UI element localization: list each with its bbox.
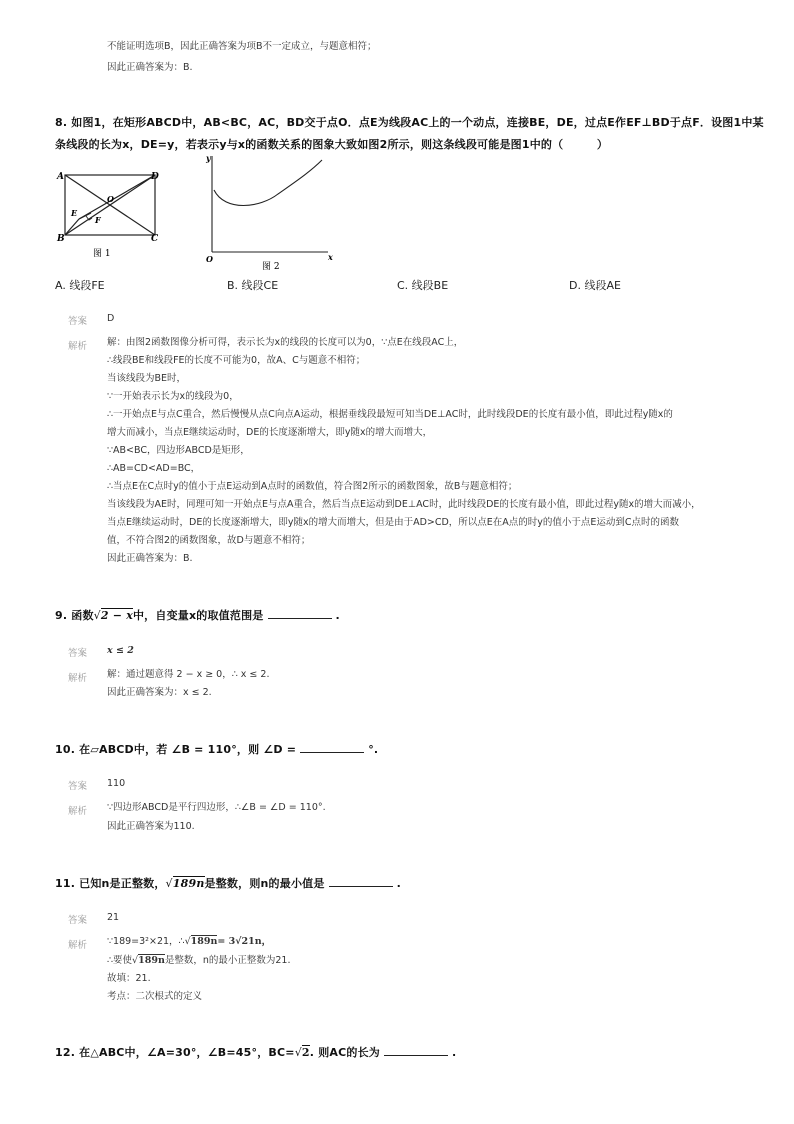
q12-radicand: 2: [301, 1046, 310, 1059]
q11-stem: [55, 875, 401, 891]
q8-choice-b: B. 线段CE: [227, 279, 279, 292]
q11-analysis-line-1: [107, 933, 271, 951]
q11-a1-radicand: 189n: [190, 936, 218, 947]
q8-analysis-label: 解析: [68, 341, 88, 352]
q8-analysis-line: 当该线段为BE时，: [107, 373, 187, 384]
fig1-caption: 图 1: [93, 249, 111, 259]
q8-analysis-line: ∵一开始表示长为x的线段为0，: [107, 391, 239, 402]
fig1-label-f: F: [95, 215, 101, 225]
q10-analysis-label: 解析: [68, 806, 88, 817]
q11-a2-pre: ∴要使: [107, 955, 133, 966]
q9-analysis-line-2: 因此正确答案为：x ≤ 2.: [107, 687, 212, 698]
q12-stem-post: . 则AC的长为: [309, 1046, 380, 1059]
q8-answer-label: 答案: [68, 316, 88, 327]
q9-analysis-line-1: 解：通过题意得 2 − x ≥ 0，∴ x ≤ 2.: [107, 669, 270, 680]
fig2-caption: 图 2: [262, 262, 280, 270]
sqrt-symbol: √: [165, 877, 173, 890]
q8-analysis-line: ∴线段BE和线段FE的长度不可能为0，故A、C与题意不相符；: [107, 355, 366, 366]
q8-analysis-line: ∴一开始点E与点C重合，然后慢慢从点C向点A运动，根据垂线段最短可知当DE⊥AC时，此时线段DE的长度有最小值，即此过程y随x的: [107, 409, 673, 420]
q11-analysis-label: 解析: [68, 940, 88, 951]
q11-a2-post: 是整数，n的最小正整数为21.: [164, 955, 291, 966]
q9-stem-end: .: [335, 609, 340, 622]
q11-a1-pre: ∵189=3²×21，∴: [107, 936, 185, 947]
q8-analysis-line: ∴当点E在C点时y的值小于点E运动到A点时的函数值，符合图2所示的函数图象，故B与题意相符；: [107, 481, 518, 492]
q10-analysis-line-1: ∵四边形ABCD是平行四边形，∴∠B = ∠D = 110°.: [107, 802, 326, 813]
q9-stem: [55, 607, 340, 623]
q8-stem-line-2: 条线段的长为x，DE=y，若表示y与x的函数关系的图象大致如图2所示，则这条线段可能是图1中的（ ）: [55, 138, 609, 151]
q11-answer: 21: [107, 912, 120, 923]
q8-analysis-line: 增大而减小，当点E继续运动时，DE的长度逐渐增大，即y随x的增大而增大，: [107, 427, 433, 438]
sqrt-symbol: √: [93, 609, 101, 622]
q9-answer-label: 答案: [68, 648, 88, 659]
q8-stem-line-1: 8. 如图1，在矩形ABCD中，AB<BC，AC，BD交于点O．点E为线段AC上的一个动点，连接BE，DE，过点E作EF⊥BD于点F．设图1中某: [55, 116, 764, 129]
q9-stem-pre: 9. 函数: [55, 609, 94, 622]
sqrt-symbol: √: [132, 955, 139, 966]
q11-analysis-line-2: [107, 952, 291, 970]
q12-stem: [55, 1044, 456, 1060]
function-curve: [214, 160, 322, 206]
fig1-label-e: E: [71, 208, 78, 218]
q10-analysis-line-2: 因此正确答案为110.: [107, 821, 195, 832]
prev-analysis-line-2: 因此正确答案为：B.: [107, 62, 193, 73]
q9-answer-blank: [268, 607, 332, 619]
q8-choice-a: A. 线段FE: [55, 279, 105, 292]
q8-analysis-line: 因此正确答案为：B.: [107, 553, 193, 564]
q10-stem-end: °.: [368, 743, 379, 756]
q8-analysis: [107, 334, 701, 568]
fig1-label-d: D: [151, 172, 159, 182]
q11-stem-pre: 11. 已知n是正整数，: [55, 877, 166, 890]
q9-stem-post: 中，自变量x的取值范围是: [132, 609, 264, 622]
q11-analysis-line-3: 故填：21.: [107, 973, 151, 984]
q12-stem-end: .: [452, 1046, 457, 1059]
q8-choice-c: C. 线段BE: [397, 279, 449, 292]
q11-stem-post: 是整数，则n的最小值是: [204, 877, 325, 890]
q11-radicand: 189n: [172, 877, 205, 890]
q12-answer-blank: [384, 1044, 448, 1056]
segment-ef: [79, 213, 91, 219]
prev-analysis-line-1: 不能证明选项B，因此正确答案为项B不一定成立，与题意相符；: [107, 41, 377, 52]
segment-de: [79, 175, 155, 219]
q11-analysis-line-4: 考点：二次根式的定义: [107, 991, 203, 1002]
fig1-label-b: B: [57, 234, 65, 244]
q8-analysis-line: 解：由图2函数图像分析可得，表示长为x的线段的长度可以为0，∵点E在线段AC上，: [107, 337, 464, 348]
sqrt-symbol: √: [294, 1046, 302, 1059]
fig1-label-c: C: [151, 234, 159, 244]
q9-answer: x ≤ 2: [107, 645, 134, 656]
q8-figure-1: [55, 168, 165, 263]
q8-analysis-line: ∵AB<BC，四边形ABCD是矩形，: [107, 445, 250, 456]
fig1-label-o: O: [107, 194, 114, 204]
q9-analysis-label: 解析: [68, 673, 88, 684]
q8-analysis-line: 当该线段为AE时，同理可知一开始点E与点A重合，然后当点E运动到DE⊥AC时，此时线段DE的长度有最小值，即此过程y随x的增大而减小，: [107, 499, 701, 510]
q10-answer: 110: [107, 778, 126, 789]
q10-stem-pre: 10. 在▱ABCD中，若 ∠B = 110°，则 ∠D =: [55, 743, 297, 756]
sqrt-symbol: √: [184, 936, 191, 947]
fig2-label-y: y: [206, 153, 211, 163]
q11-answer-blank: [329, 875, 393, 887]
q8-analysis-line: ∴AB=CD<AD=BC，: [107, 463, 201, 474]
q10-answer-blank: [300, 741, 364, 753]
q8-answer: D: [107, 313, 115, 324]
q11-a2-radicand: 189n: [138, 955, 165, 966]
q9-radicand: 2 − x: [100, 609, 133, 622]
fig2-label-o: O: [206, 254, 213, 264]
q8-figure-2: [200, 152, 340, 270]
q10-stem: [55, 741, 378, 757]
q11-answer-label: 答案: [68, 915, 88, 926]
fig2-label-x: x: [328, 252, 333, 262]
q8-analysis-line: 值，不符合图2的函数图象，故D与题意不相符；: [107, 535, 311, 546]
fig1-label-a: A: [57, 172, 64, 182]
q10-answer-label: 答案: [68, 781, 88, 792]
q12-stem-pre: 12. 在△ABC中，∠A=30°，∠B=45°，BC=: [55, 1046, 295, 1059]
q11-stem-end: .: [396, 877, 402, 890]
q8-analysis-line: 当点E继续运动时，DE的长度逐渐增大，即y随x的增大而增大，但是由于AD>CD，所以点E在A点的时y的值小于点E运动到C点时的函数: [107, 517, 680, 528]
q8-choice-d: D. 线段AE: [569, 279, 621, 292]
q11-a1-post: = 3√21n，: [217, 936, 272, 947]
